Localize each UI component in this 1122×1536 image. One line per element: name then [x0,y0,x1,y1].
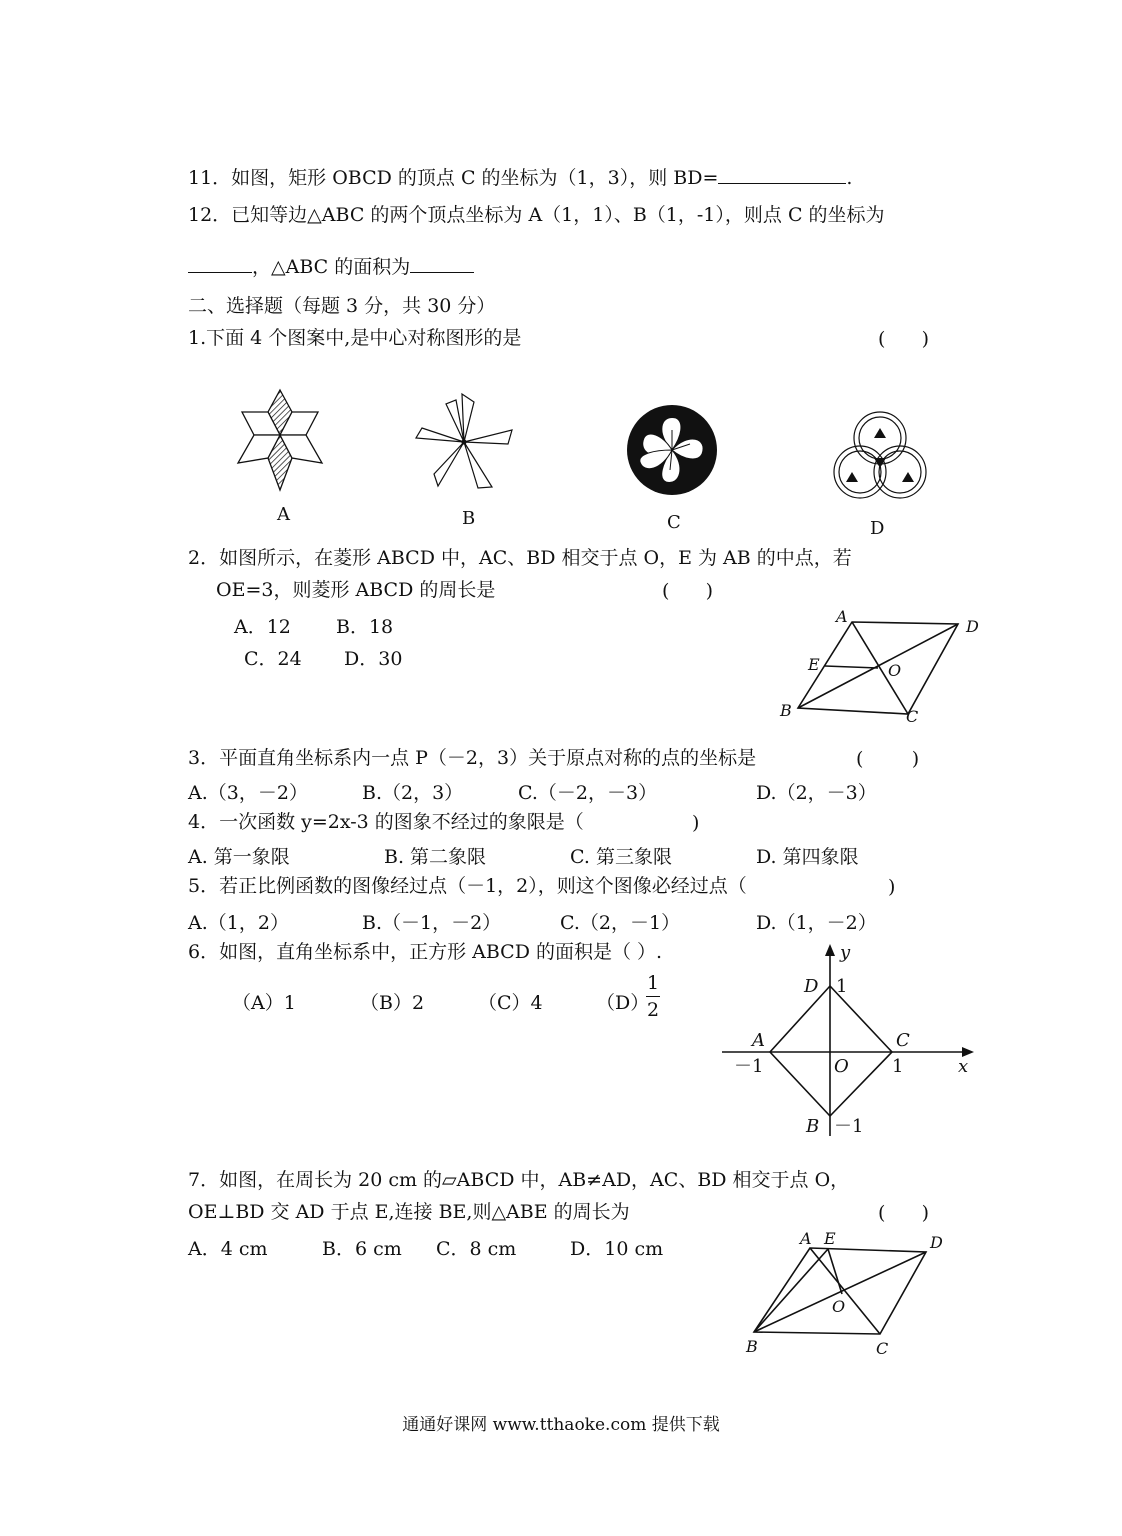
fraction-denominator: 2 [646,999,660,1021]
q7-label-c: C [876,1339,889,1358]
q6-axis-x: x [958,1056,969,1077]
q7-label-b: B [746,1337,758,1356]
q6-text: 6．如图，直角坐标系中，正方形 ABCD 的面积是（ ）. [188,941,663,963]
q6-label-c: C [896,1030,910,1051]
q12-blank-area[interactable] [410,254,474,273]
q2-label-o: O [888,661,902,680]
q3-option-d[interactable]: D.（2，－3） [756,782,877,804]
q2-label-e: E [808,655,820,674]
q7-label-a: A [800,1229,812,1248]
q7-line2: OE⊥BD 交 AD 于点 E,连接 BE,则△ABE 的周长为 [188,1201,630,1223]
q5-answer-paren[interactable]: ) [888,876,896,898]
q7-parallelogram-figure [740,1222,960,1362]
q2-option-d[interactable]: D．30 [344,648,403,670]
q6-option-a[interactable]: （A）1 [232,992,296,1014]
q2-option-b[interactable]: B．18 [336,616,394,638]
question-11 [188,165,852,190]
q6-tick-neg1-x: －1 [734,1056,764,1077]
footer-source: 通通好课网 www.tthaoke.com 提供下载 [402,1415,720,1435]
figure-d-label: D [870,518,885,539]
q6-coordinate-figure [716,940,986,1140]
q3-option-b[interactable]: B.（2，3） [362,782,464,804]
q6-label-b: B [806,1116,820,1137]
q3-answer-paren[interactable]: ( ) [856,748,920,770]
question-12-line2 [188,254,474,279]
q11-text: 11．如图，矩形 OBCD 的顶点 C 的坐标为（1，3），则 BD= [188,167,719,189]
q5-option-c[interactable]: C.（2，－1） [560,912,681,934]
q4-answer-paren[interactable]: ) [692,812,700,834]
q6-axis-y: y [840,942,851,963]
figure-c-flower-disc [626,404,718,496]
q7-label-e: E [824,1229,836,1248]
q7-answer-paren[interactable]: ( ) [878,1202,930,1224]
q2-label-a: A [836,607,848,626]
q7-option-b[interactable]: B．6 cm [322,1238,402,1260]
q2-option-a[interactable]: A．12 [234,616,291,638]
q5-option-d[interactable]: D.（1，－2） [756,912,877,934]
q5-option-a[interactable]: A.（1，2） [188,912,289,934]
q7-line1: 7．如图，在周长为 20 cm 的▱ABCD 中，AB≠AD，AC、BD 相交于点 O， [188,1169,850,1191]
q6-tick-neg1-y: －1 [834,1116,864,1137]
q2-rhombus-figure [760,600,1000,730]
q11-end: . [846,167,853,189]
q7-option-a[interactable]: A．4 cm [188,1238,268,1260]
q6-tick-1-x: 1 [892,1056,904,1077]
q7-option-d[interactable]: D．10 cm [570,1238,664,1260]
q4-option-c[interactable]: C. 第三象限 [570,846,672,868]
q5-option-b[interactable]: B.（－1，－2） [362,912,502,934]
q2-line1: 2．如图所示，在菱形 ABCD 中，AC、BD 相交于点 O，E 为 AB 的中点，若 [188,547,852,569]
q3-option-a[interactable]: A.（3，－2） [188,782,308,804]
q1-answer-paren[interactable]: ( ) [878,328,930,350]
q6-option-d[interactable]: （D） [596,992,650,1014]
figure-a-hexagram [230,385,330,495]
q2-label-d: D [966,617,979,636]
figure-a-label: A [277,504,290,525]
q4-text: 4．一次函数 y=2x-3 的图象不经过的象限是（ [188,811,584,833]
q6-label-d: D [804,976,819,997]
q4-option-a[interactable]: A. 第一象限 [188,846,290,868]
q6-option-c[interactable]: （C）4 [478,992,543,1014]
q7-option-c[interactable]: C．8 cm [436,1238,517,1260]
q3-text: 3．平面直角坐标系内一点 P（－2，3）关于原点对称的点的坐标是 [188,747,757,769]
section-title: 二、选择题（每题 3 分，共 30 分） [188,295,496,317]
q2-label-c: C [906,707,919,726]
figure-b-label: B [462,508,476,529]
figure-d-triquetra [826,408,934,504]
q3-option-c[interactable]: C.（－2，－3） [518,782,658,804]
q6-label-o: O [834,1056,849,1077]
q6-option-b[interactable]: （B）2 [360,992,425,1014]
figure-b-pinwheel [412,392,516,492]
q7-label-d: D [930,1233,943,1252]
q4-option-b[interactable]: B. 第二象限 [384,846,487,868]
q2-option-c[interactable]: C．24 [244,648,302,670]
q2-answer-paren[interactable]: ( ) [662,580,714,602]
q11-answer-blank[interactable] [718,165,846,184]
fraction-numerator: 1 [646,972,660,994]
q6-tick-1-y: 1 [836,976,848,997]
q2-line2: OE=3，则菱形 ABCD 的周长是 [216,579,496,601]
q12-blank-coordinate[interactable] [188,254,252,273]
q1-text: 1.下面 4 个图案中,是中心对称图形的是 [188,327,522,349]
q6-label-a: A [752,1030,765,1051]
q5-text: 5．若正比例函数的图像经过点（－1，2），则这个图像必经过点（ [188,875,747,897]
q12-line1: 12．已知等边△ABC 的两个顶点坐标为 A（1，1）、B（1，-1），则点 C 的坐标为 [188,204,885,226]
q7-label-o: O [832,1297,846,1316]
q4-option-d[interactable]: D. 第四象限 [756,846,859,868]
q2-label-b: B [780,701,792,720]
y-axis-arrow-icon [825,944,835,956]
q12-mid: ，△ABC 的面积为 [252,256,411,278]
q6-option-d-fraction [646,972,660,1021]
figure-c-label: C [667,512,681,533]
